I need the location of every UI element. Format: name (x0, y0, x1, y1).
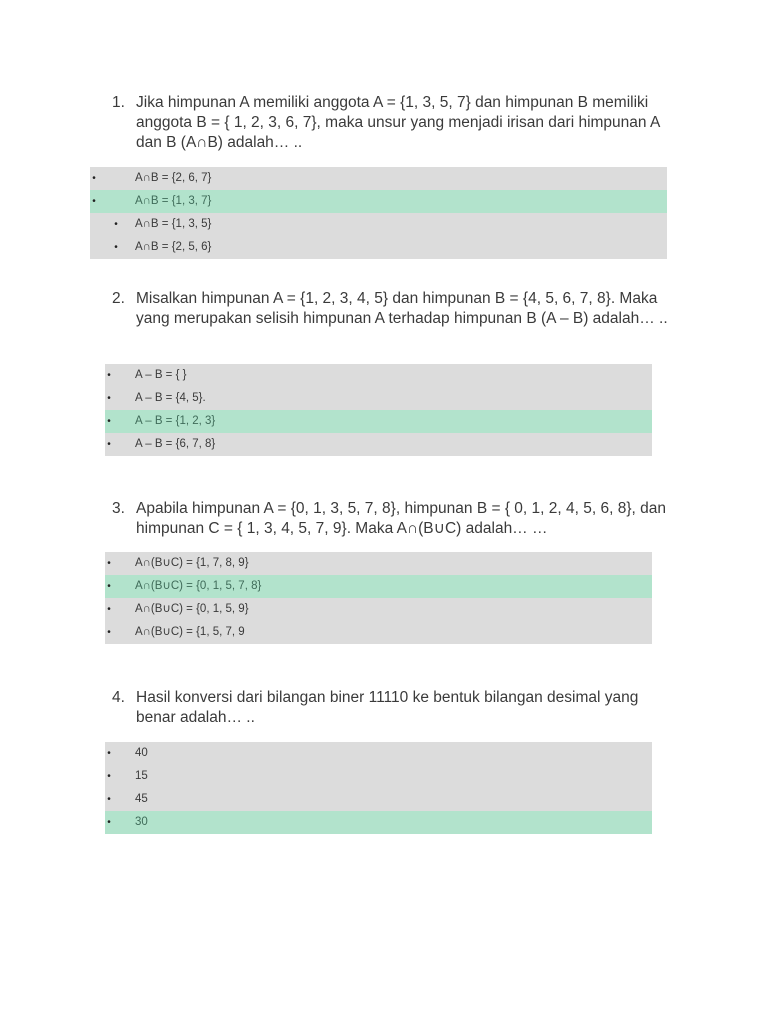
question-text: Apabila himpunan A = {0, 1, 3, 5, 7, 8}, himpunan B = { 0, 1, 2, 4, 5, 6, 8}, dan himpunan C = { 1, 3, 4, 5, 7, 9}. Maka A∩(B∪C) adalah… … (136, 500, 666, 537)
bullet-icon: • (107, 771, 111, 782)
answer-options-3 (105, 552, 652, 644)
answer-option[interactable] (105, 621, 652, 644)
bullet-icon: • (107, 794, 111, 805)
bullet-icon: • (107, 416, 111, 427)
bullet-icon: • (92, 196, 96, 207)
answer-option[interactable] (105, 552, 652, 575)
answer-option[interactable] (105, 598, 652, 621)
answer-option-label: A – B = { } (135, 369, 187, 381)
answer-option-label: A∩(B∪C) = {0, 1, 5, 9} (135, 603, 249, 615)
answer-option-label: 45 (135, 793, 148, 805)
question-text: Misalkan himpunan A = {1, 2, 3, 4, 5} dan himpunan B = {4, 5, 6, 7, 8}. Maka yang merupakan selisih himpunan A terhadap himpunan B (A – B) adalah… .. (136, 290, 668, 327)
question-text: Jika himpunan A memiliki anggota A = {1, 3, 5, 7} dan himpunan B memiliki anggota B = { 1, 2, 3, 6, 7}, maka unsur yang menjadi irisan dari himpunan A dan B (A∩B) adalah… .. (136, 94, 660, 151)
answer-option-label: A – B = {1, 2, 3} (135, 415, 216, 427)
bullet-icon: • (107, 558, 111, 569)
bullet-icon: • (107, 393, 111, 404)
answer-option[interactable] (90, 213, 667, 236)
answer-option-label: 30 (135, 816, 148, 828)
question-number: 2. (112, 290, 125, 307)
answer-option[interactable] (105, 788, 652, 811)
answer-option-label: A∩(B∪C) = {1, 7, 8, 9} (135, 557, 249, 569)
answer-options-1 (90, 167, 667, 259)
bullet-icon: • (114, 242, 118, 253)
bullet-icon: • (107, 439, 111, 450)
question-number: 4. (112, 689, 125, 706)
answer-option[interactable] (105, 387, 652, 410)
answer-option-label: A – B = {6, 7, 8} (135, 438, 216, 450)
answer-option[interactable] (105, 765, 652, 788)
answer-option-label: A∩B = {1, 3, 5} (135, 218, 212, 230)
answer-option[interactable] (105, 364, 652, 387)
bullet-icon: • (107, 604, 111, 615)
answer-option-label: 15 (135, 770, 148, 782)
answer-option-label: A∩B = {2, 5, 6} (135, 241, 212, 253)
answer-option-label: A∩B = {1, 3, 7} (135, 195, 212, 207)
bullet-icon: • (107, 370, 111, 381)
answer-option-label: A – B = {4, 5}. (135, 392, 206, 404)
answer-option-label: A∩(B∪C) = {1, 5, 7, 9 (135, 626, 245, 638)
question-number: 3. (112, 500, 125, 517)
answer-option-label: 40 (135, 747, 148, 759)
answer-option-correct[interactable] (105, 811, 652, 834)
answer-options-4 (105, 742, 652, 834)
answer-option-correct[interactable] (90, 190, 667, 213)
answer-option-label: A∩(B∪C) = {0, 1, 5, 7, 8} (135, 580, 262, 592)
answer-option[interactable] (90, 236, 667, 259)
answer-option-label: A∩B = {2, 6, 7} (135, 172, 212, 184)
question-number: 1. (112, 94, 125, 111)
answer-option-correct[interactable] (105, 410, 652, 433)
bullet-icon: • (107, 748, 111, 759)
answer-option[interactable] (105, 742, 652, 765)
answer-option[interactable] (90, 167, 667, 190)
question-text: Hasil konversi dari bilangan biner 11110 ke bentuk bilangan desimal yang benar adalah… .. (136, 689, 639, 726)
answer-option-correct[interactable] (105, 575, 652, 598)
bullet-icon: • (107, 817, 111, 828)
answer-options-2 (105, 364, 652, 456)
bullet-icon: • (92, 173, 96, 184)
bullet-icon: • (107, 627, 111, 638)
bullet-icon: • (114, 219, 118, 230)
answer-option[interactable] (105, 433, 652, 456)
bullet-icon: • (107, 581, 111, 592)
